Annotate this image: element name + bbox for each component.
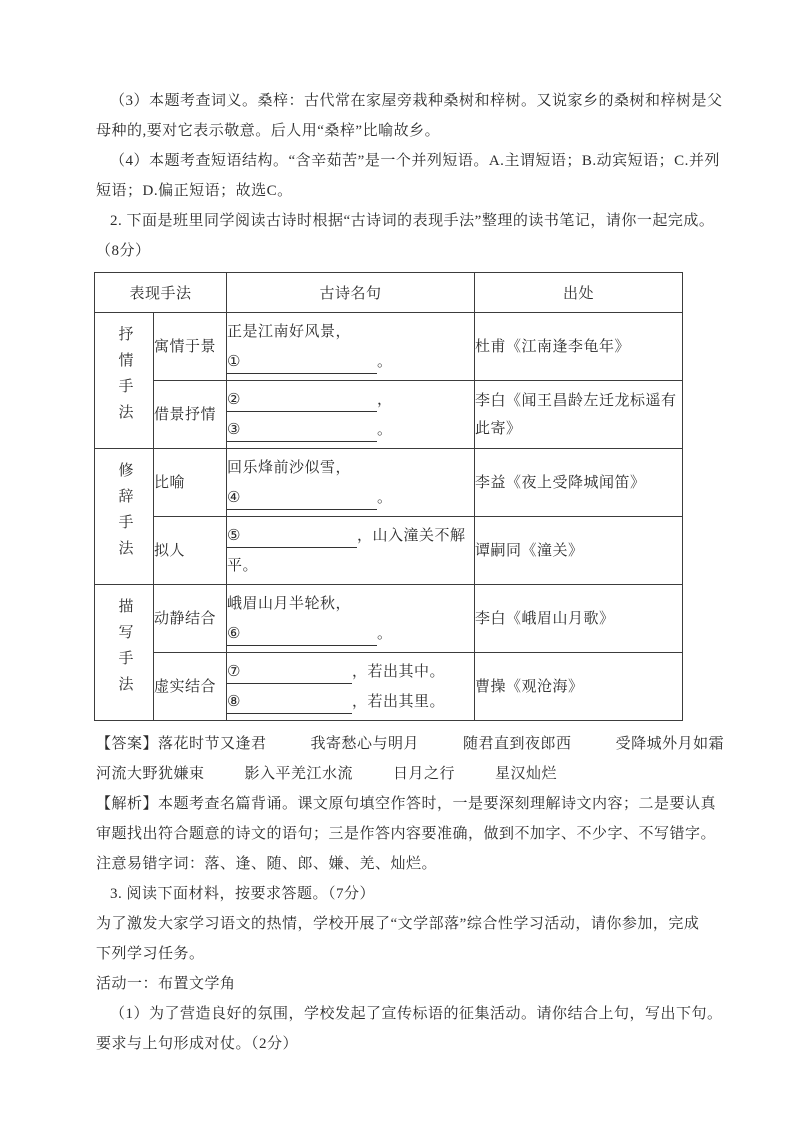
verse-cell xyxy=(227,517,475,585)
blank-number: ⑦ xyxy=(227,663,241,680)
explanation-4-line-1: （4）本题考查短语结构。“含辛茹苦”是一个并列短语。A.主谓短语；B.动宾短语；C.并列 xyxy=(110,153,720,169)
question-3-1-line-1: （1）为了营造良好的氛围，学校发起了宣传标语的征集活动。请你结合上句，写出下句。 xyxy=(110,1006,723,1022)
technique-cell: 寓情于景 xyxy=(154,313,227,381)
blank-number: ⑤ xyxy=(227,527,241,544)
answer-item: 我寄愁心与明月 xyxy=(310,736,420,752)
fill-in-blank-6 xyxy=(227,623,377,646)
blank-number: ⑥ xyxy=(227,625,241,642)
technique-cell: 比喻 xyxy=(154,449,227,517)
answer-item: 影入平羌江水流 xyxy=(244,766,354,782)
header-verse: 古诗名句 xyxy=(227,273,475,313)
fill-in-blank-3 xyxy=(227,419,377,442)
answer-label: 【答案】 xyxy=(96,736,159,752)
verse-line xyxy=(227,521,474,551)
fill-in-blank-1 xyxy=(227,351,377,374)
question-3-stem: 3. 阅读下面材料，按要求答题。（7分） xyxy=(110,886,376,902)
table-header-row xyxy=(95,273,683,313)
answer-line-2 xyxy=(96,759,697,789)
verse-line: 平。 xyxy=(227,557,259,574)
fill-in-blank-4 xyxy=(227,487,377,510)
blank-number: ② xyxy=(227,391,241,408)
category-rhetoric xyxy=(95,449,154,585)
table-row xyxy=(95,517,683,585)
category-label: 抒情手法 xyxy=(116,326,133,430)
activity-1-title: 活动一：布置文学角 xyxy=(96,976,236,992)
answer-item: 随君直到夜郎西 xyxy=(463,736,572,752)
verse-cell xyxy=(227,381,475,449)
table-row xyxy=(95,313,683,381)
explanation-3-line-1: （3）本题考查词义。桑梓：古代常在家屋旁栽种桑树和梓树。又说家乡的桑树和梓树是父 xyxy=(110,93,723,109)
answer-item: 星汉灿烂 xyxy=(495,766,558,782)
verse-line xyxy=(227,687,474,717)
verse-cell xyxy=(227,585,475,653)
verse-tail: ， xyxy=(377,391,393,408)
table-row xyxy=(95,653,683,721)
source-cell: 李益《夜上受降城闻笛》 xyxy=(475,449,683,517)
verse-line xyxy=(227,347,474,377)
fill-in-blank-7 xyxy=(227,661,352,684)
category-label: 描写手法 xyxy=(116,598,133,702)
verse-tail: 。 xyxy=(377,625,393,642)
header-source: 出处 xyxy=(475,273,683,313)
fill-in-blank-2 xyxy=(227,389,377,412)
verse-line: 回乐烽前沙似雪， xyxy=(227,459,352,476)
question-2-stem-line-1: 2. 下面是班里同学阅读古诗时根据“古诗词的表现手法”整理的读书笔记，请你一起完成。 xyxy=(110,213,715,229)
category-lyric xyxy=(95,313,154,449)
answer-item: 受降城外月如霜 xyxy=(615,736,725,752)
category-description xyxy=(95,585,154,721)
verse-tail: ，若出其中。 xyxy=(352,663,446,680)
verse-tail: ，山入潼关不解 xyxy=(357,527,466,544)
source-cell: 李白《峨眉山月歌》 xyxy=(475,585,683,653)
verse-tail: 。 xyxy=(377,421,393,438)
source-cell: 曹操《观沧海》 xyxy=(475,653,683,721)
technique-cell: 拟人 xyxy=(154,517,227,585)
verse-line: 峨眉山月半轮秋， xyxy=(227,595,352,612)
verse-cell xyxy=(227,653,475,721)
table-row xyxy=(95,381,683,449)
analysis-text: 本题考查名篇背诵。课文原句填空作答时，一是要深刻理解诗文内容；二是要认真 xyxy=(158,796,717,812)
analysis-label: 【解析】 xyxy=(96,796,159,812)
source-cell: 谭嗣同《潼关》 xyxy=(475,517,683,585)
blank-number: ④ xyxy=(227,489,241,506)
verse-tail: ，若出其里。 xyxy=(352,693,446,710)
verse-cell xyxy=(227,449,475,517)
question-3-intro-line-1: 为了激发大家学习语文的热情，学校开展了“文学部落”综合性学习活动，请你参加，完成 xyxy=(96,916,700,932)
explanation-3-line-2: 母种的,要对它表示敬意。后人用“桑梓”比喻故乡。 xyxy=(96,123,441,139)
question-3-intro-line-2: 下列学习任务。 xyxy=(96,946,205,962)
blank-number: ③ xyxy=(227,421,241,438)
analysis-line-3: 注意易错字词：落、逢、随、郎、嫌、羌、灿烂。 xyxy=(96,856,438,872)
analysis-line-1 xyxy=(96,789,717,819)
header-technique: 表现手法 xyxy=(95,273,227,313)
fill-in-blank-8 xyxy=(227,691,352,714)
verse-line: 正是江南好风景， xyxy=(227,323,352,340)
technique-cell: 借景抒情 xyxy=(154,381,227,449)
source-cell: 杜甫《江南逢李龟年》 xyxy=(475,313,683,381)
category-label: 修辞手法 xyxy=(116,462,133,566)
question-3-1-line-2: 要求与上句形成对仗。（2分） xyxy=(96,1036,299,1052)
verse-line xyxy=(227,415,474,445)
technique-cell: 动静结合 xyxy=(154,585,227,653)
verse-line xyxy=(227,385,474,415)
table-row xyxy=(95,585,683,653)
answer-item: 河流大野犹嫌束 xyxy=(96,766,205,782)
verse-tail: 。 xyxy=(377,353,393,370)
poetry-notes-table xyxy=(94,272,683,721)
fill-in-blank-5 xyxy=(227,525,357,548)
verse-tail: 。 xyxy=(377,489,393,506)
blank-number: ⑧ xyxy=(227,693,241,710)
technique-cell: 虚实结合 xyxy=(154,653,227,721)
verse-line xyxy=(227,483,474,513)
verse-cell xyxy=(227,313,475,381)
verse-line xyxy=(227,619,474,649)
analysis-line-2: 审题找出符合题意的诗文的语句；三是作答内容要准确，做到不加字、不少字、不写错字。 xyxy=(96,826,717,842)
question-2-points: （8分） xyxy=(96,243,151,259)
answer-item: 日月之行 xyxy=(393,766,456,782)
blank-number: ① xyxy=(227,353,241,370)
answer-item: 落花时节又逢君 xyxy=(158,736,267,752)
table-row xyxy=(95,449,683,517)
verse-line xyxy=(227,657,474,687)
source-cell: 李白《闻王昌龄左迁龙标遥有此寄》 xyxy=(475,381,683,449)
answer-line-1 xyxy=(96,729,725,759)
explanation-4-line-2: 短语；D.偏正短语；故选C。 xyxy=(96,183,293,199)
